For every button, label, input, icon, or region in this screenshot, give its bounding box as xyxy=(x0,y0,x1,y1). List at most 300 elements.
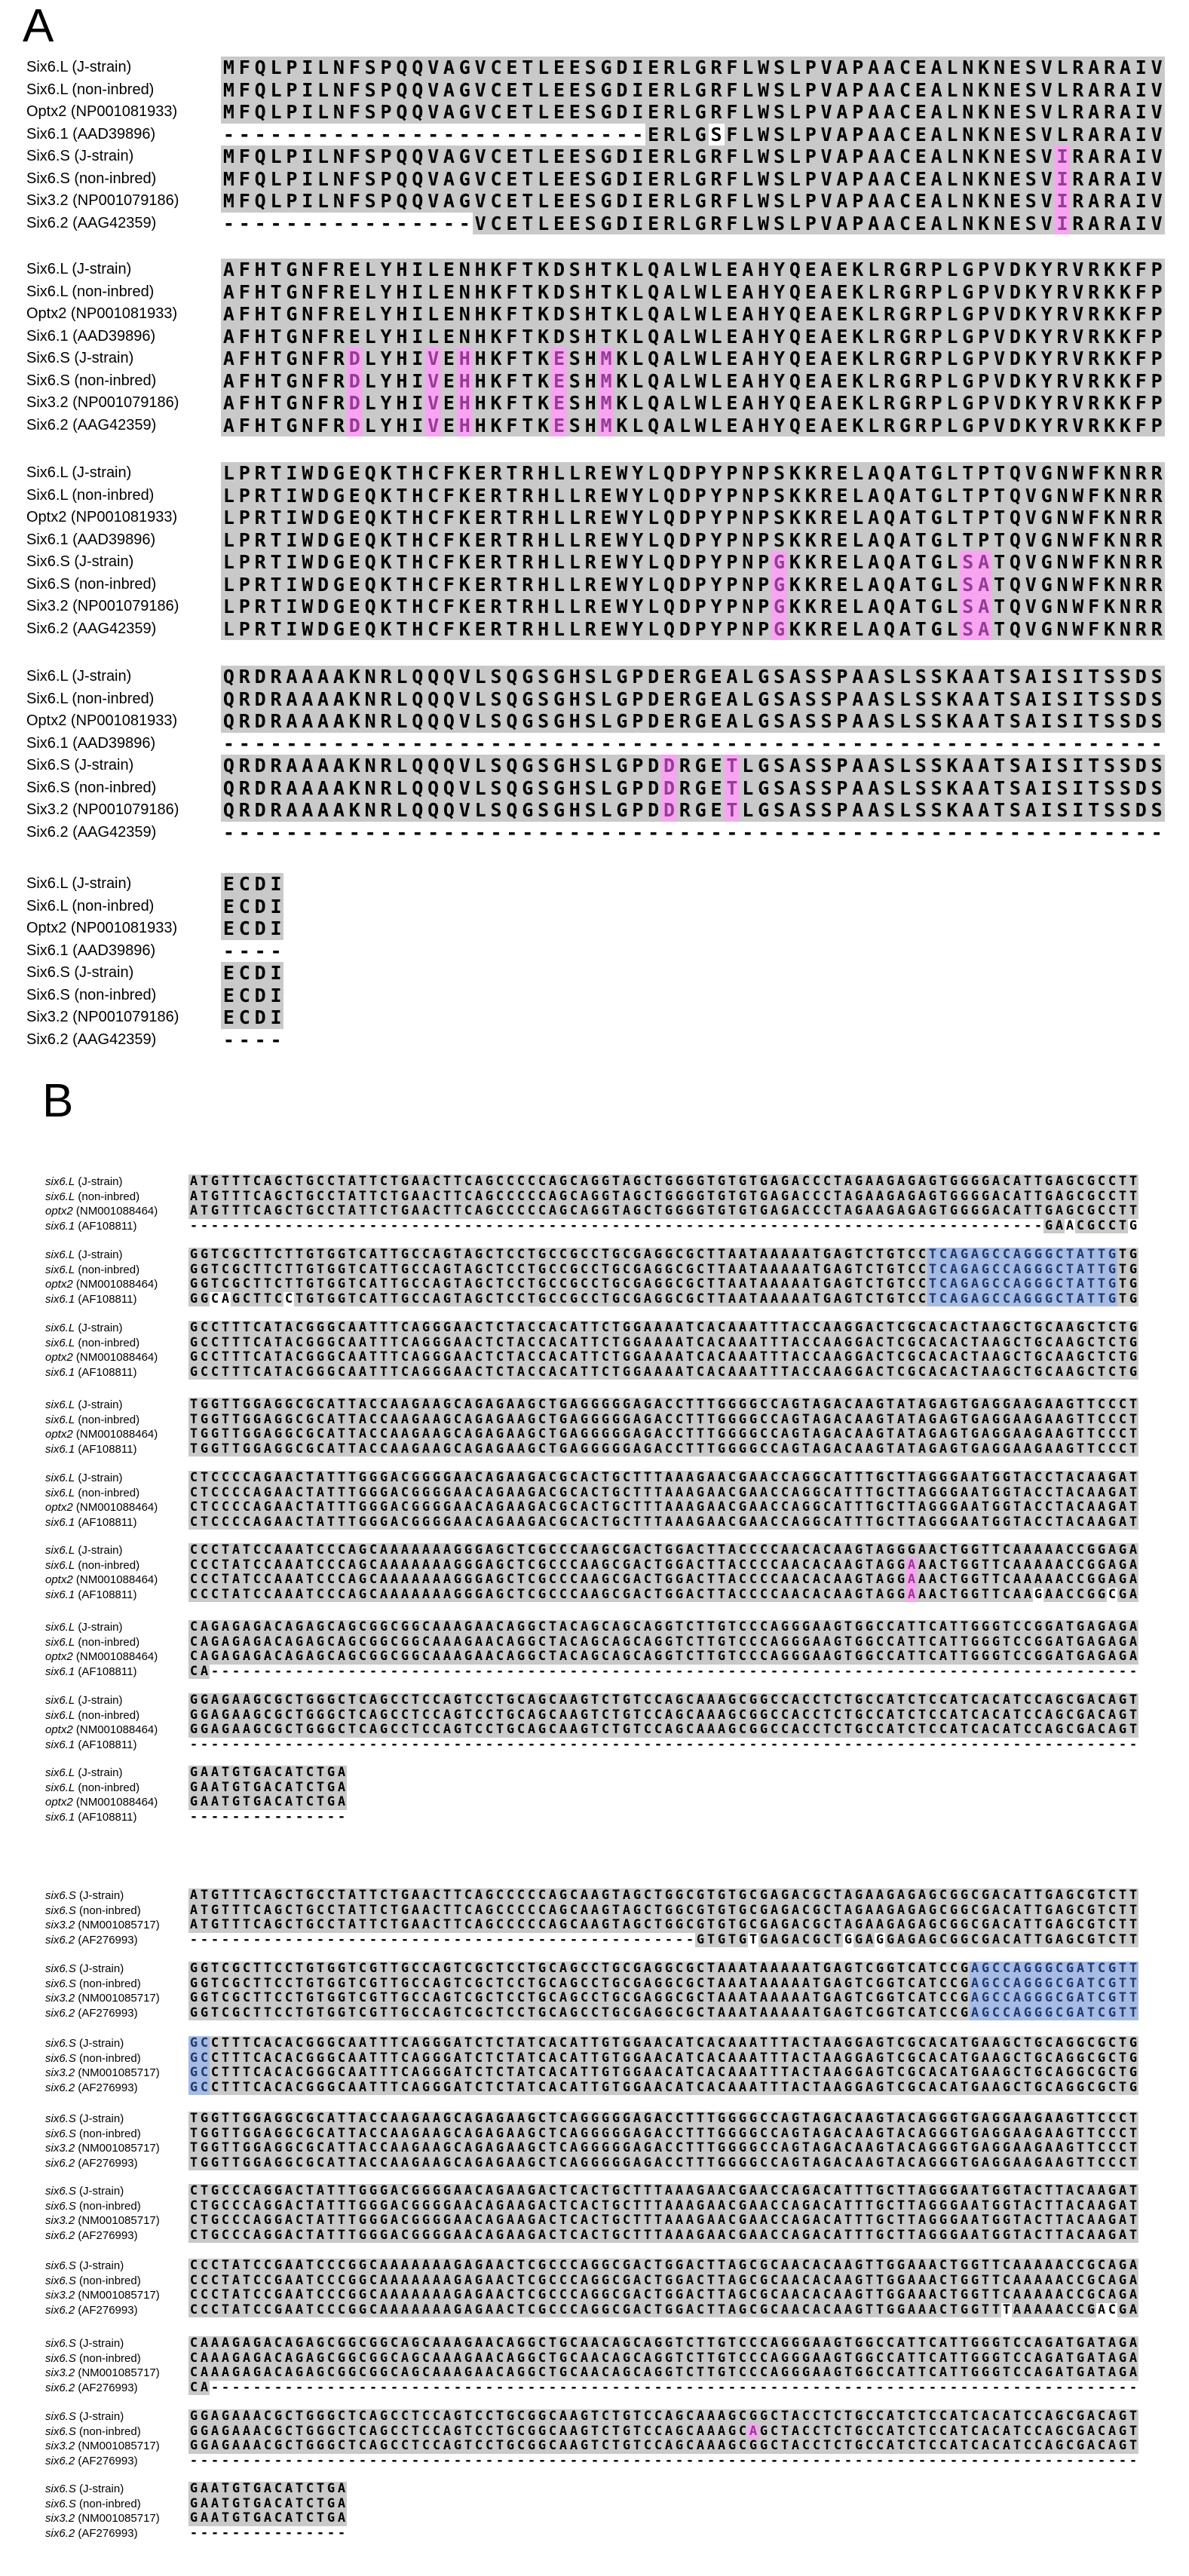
residue: C xyxy=(780,1500,789,1515)
residue: - xyxy=(363,822,378,844)
residue: C xyxy=(1002,1204,1011,1219)
residue: Q xyxy=(1007,618,1023,641)
residue: G xyxy=(622,1441,631,1456)
residue: A xyxy=(675,1350,684,1365)
residue: A xyxy=(485,1558,494,1573)
residue: C xyxy=(538,1204,547,1219)
residue: G xyxy=(897,415,913,437)
residue: G xyxy=(854,1558,863,1573)
residue: A xyxy=(976,596,991,618)
residue: A xyxy=(348,1335,357,1350)
residue: T xyxy=(918,1620,927,1634)
residue: L xyxy=(850,529,866,552)
residue: C xyxy=(622,1262,631,1277)
residue: R xyxy=(709,101,725,124)
residue: C xyxy=(548,1558,557,1573)
residue: S xyxy=(489,710,504,733)
residue: G xyxy=(633,1189,642,1204)
residue: N xyxy=(740,507,755,529)
residue: R xyxy=(1086,281,1102,304)
residue: A xyxy=(315,755,331,777)
residue: C xyxy=(1076,1500,1085,1515)
residue: G xyxy=(316,1350,325,1365)
sequence-label: Six6.S (non-inbred) xyxy=(26,986,157,1003)
residue: R xyxy=(1070,168,1086,191)
residue: G xyxy=(854,1634,863,1649)
residue: - xyxy=(263,1664,272,1679)
residue: G xyxy=(443,1471,452,1485)
residue: H xyxy=(567,755,583,777)
residue: C xyxy=(527,1587,536,1602)
residue: G xyxy=(1044,1204,1053,1219)
residue: C xyxy=(1013,1634,1022,1649)
residue: C xyxy=(1002,1573,1011,1588)
residue: L xyxy=(315,57,331,79)
residue: I xyxy=(283,462,299,485)
residue: - xyxy=(896,1218,906,1233)
residue: T xyxy=(728,1634,737,1649)
residue: - xyxy=(457,213,473,235)
residue: Y xyxy=(630,462,645,485)
residue: W xyxy=(299,574,315,596)
residue: A xyxy=(443,1634,452,1649)
residue: G xyxy=(1065,1427,1074,1442)
sequence xyxy=(188,1515,1138,1530)
residue: A xyxy=(791,1708,800,1723)
residue: I xyxy=(630,145,645,168)
residue: T xyxy=(706,1262,716,1277)
residue: C xyxy=(369,1441,378,1456)
residue: - xyxy=(551,822,567,844)
residue: - xyxy=(283,124,299,146)
residue: A xyxy=(976,666,991,688)
residue: G xyxy=(685,1175,694,1189)
residue: M xyxy=(599,415,614,437)
residue: K xyxy=(378,462,394,485)
residue: A xyxy=(1002,1693,1011,1708)
residue: Q xyxy=(221,755,237,777)
sequence-label: optx2 (NM001088464) xyxy=(45,1278,158,1291)
residue: A xyxy=(548,1321,557,1335)
residue: A xyxy=(1129,1558,1138,1573)
sequence-label: six6.1 (AF108811) xyxy=(45,1588,137,1601)
residue: P xyxy=(850,124,866,146)
residue: - xyxy=(630,733,645,755)
residue: A xyxy=(897,485,913,507)
residue: G xyxy=(664,1573,673,1588)
residue: S xyxy=(771,777,787,800)
residue: G xyxy=(939,1471,948,1485)
residue: G xyxy=(242,1398,251,1412)
residue: N xyxy=(740,551,755,574)
residue: - xyxy=(886,1218,895,1233)
residue: G xyxy=(453,1543,462,1558)
residue: G xyxy=(728,1693,737,1708)
residue: A xyxy=(1013,1175,1022,1189)
residue: P xyxy=(755,507,771,529)
residue: W xyxy=(755,124,771,146)
residue: T xyxy=(295,1723,304,1738)
residue: C xyxy=(485,1708,494,1723)
residue: A xyxy=(464,1485,473,1500)
residue: T xyxy=(590,1708,599,1723)
residue: N xyxy=(1055,462,1071,485)
residue: L xyxy=(709,303,725,326)
residue: T xyxy=(1013,1500,1022,1515)
residue: T xyxy=(896,1485,906,1500)
residue: C xyxy=(326,1543,336,1558)
residue: T xyxy=(379,1291,388,1306)
residue: G xyxy=(1108,1515,1117,1530)
residue: T xyxy=(200,1175,209,1189)
residue: C xyxy=(400,1321,409,1335)
residue: K xyxy=(1102,326,1117,348)
residue: T xyxy=(221,1587,230,1602)
alignment-row xyxy=(0,1175,1189,1190)
residue: A xyxy=(812,1427,821,1442)
residue: T xyxy=(231,1321,241,1335)
residue: G xyxy=(1097,1558,1106,1573)
residue: C xyxy=(801,1335,811,1350)
residue: G xyxy=(316,1620,325,1634)
residue: A xyxy=(1013,1189,1022,1204)
residue: T xyxy=(960,1620,969,1634)
residue: A xyxy=(1013,1427,1022,1442)
residue: S xyxy=(583,688,599,711)
gene-name: six6.1 xyxy=(45,1442,75,1456)
residue: L xyxy=(677,57,693,79)
residue: A xyxy=(949,1723,958,1738)
residue: L xyxy=(787,124,803,146)
residue: T xyxy=(200,1189,209,1204)
residue: - xyxy=(749,1664,758,1679)
residue: R xyxy=(1133,529,1149,552)
residue: A xyxy=(976,799,991,822)
residue: T xyxy=(1076,1412,1085,1427)
residue: T xyxy=(316,1248,325,1262)
residue: Q xyxy=(441,799,457,822)
residue: T xyxy=(390,1189,399,1204)
residue: G xyxy=(675,1175,684,1189)
residue: G xyxy=(675,1543,684,1558)
residue: A xyxy=(315,710,331,733)
residue: T xyxy=(1129,1471,1138,1485)
residue: K xyxy=(1102,348,1117,370)
residue: T xyxy=(348,1500,357,1515)
residue: G xyxy=(316,1649,325,1665)
residue: N xyxy=(331,79,347,102)
residue: G xyxy=(622,1543,631,1558)
residue: K xyxy=(945,755,961,777)
residue: A xyxy=(907,1587,916,1602)
residue: C xyxy=(1076,1485,1085,1500)
residue: C xyxy=(400,1485,409,1500)
residue: C xyxy=(833,1693,842,1708)
residue: T xyxy=(1097,1291,1106,1306)
residue: S xyxy=(1023,168,1039,191)
residue: S xyxy=(1102,666,1117,688)
residue: A xyxy=(331,799,347,822)
residue: C xyxy=(601,1693,610,1708)
residue: C xyxy=(485,1693,494,1708)
residue: E xyxy=(709,666,725,688)
residue: A xyxy=(738,1262,747,1277)
residue: P xyxy=(803,168,819,191)
sequence-label: six6.L (non-inbred) xyxy=(45,1558,140,1572)
residue: E xyxy=(725,326,740,348)
residue: S xyxy=(1102,755,1117,777)
residue: T xyxy=(654,1587,663,1602)
residue: N xyxy=(740,462,755,485)
residue: A xyxy=(1086,79,1102,102)
residue: C xyxy=(379,1441,388,1456)
residue: C xyxy=(611,1543,621,1558)
sequence xyxy=(188,1573,1138,1588)
residue: A xyxy=(390,1500,399,1515)
residue: I xyxy=(1039,710,1055,733)
residue: T xyxy=(1076,1398,1085,1412)
residue: F xyxy=(504,326,519,348)
residue: T xyxy=(611,1708,621,1723)
residue: A xyxy=(812,1543,821,1558)
residue: T xyxy=(268,303,284,326)
residue: G xyxy=(506,1693,515,1708)
residue: G xyxy=(601,1543,610,1558)
residue: G xyxy=(516,1620,526,1634)
residue: S xyxy=(771,168,787,191)
residue: C xyxy=(189,1664,198,1679)
residue: L xyxy=(897,799,913,822)
residue: A xyxy=(1117,57,1133,79)
residue: T xyxy=(970,1350,979,1365)
residue: E xyxy=(599,462,614,485)
residue: A xyxy=(390,1543,399,1558)
residue: T xyxy=(231,1427,241,1442)
residue: C xyxy=(1023,1708,1032,1723)
residue: A xyxy=(791,1515,800,1530)
residue: T xyxy=(464,1708,473,1723)
residue: S xyxy=(1007,755,1023,777)
residue: T xyxy=(844,1620,853,1634)
residue: C xyxy=(506,1277,515,1292)
residue: Q xyxy=(425,710,441,733)
residue: A xyxy=(812,1620,821,1634)
residue: V xyxy=(991,281,1007,304)
residue: T xyxy=(907,1634,916,1649)
residue: G xyxy=(844,1262,853,1277)
residue: T xyxy=(305,1587,314,1602)
residue: A xyxy=(929,124,945,146)
residue: G xyxy=(1065,1412,1074,1427)
residue: H xyxy=(535,596,551,618)
residue: A xyxy=(685,1500,694,1515)
residue: S xyxy=(771,799,787,822)
residue: A xyxy=(326,1441,336,1456)
residue: A xyxy=(1097,1485,1106,1500)
sequence xyxy=(188,1543,1138,1558)
sequence-label: Six6.1 (AAD39896) xyxy=(26,327,156,345)
residue: D xyxy=(253,666,268,688)
residue: F xyxy=(315,326,331,348)
residue: D xyxy=(677,462,693,485)
residue: G xyxy=(421,1321,431,1335)
residue: G xyxy=(305,1708,314,1723)
residue: H xyxy=(535,485,551,507)
residue: C xyxy=(495,1175,504,1189)
residue: G xyxy=(844,1335,853,1350)
residue: L xyxy=(897,710,913,733)
residue: G xyxy=(928,1398,937,1412)
residue: K xyxy=(1102,259,1117,281)
residue: G xyxy=(326,1262,336,1277)
residue: F xyxy=(315,303,331,326)
residue: Y xyxy=(1039,326,1055,348)
sequence-label: Optx2 (NP001081933) xyxy=(26,509,178,525)
residue: T xyxy=(918,1693,927,1708)
residue: L xyxy=(630,392,645,415)
residue: A xyxy=(823,1321,832,1335)
residue: Q xyxy=(1007,462,1023,485)
residue: T xyxy=(242,1321,251,1335)
residue: G xyxy=(1044,1189,1053,1204)
residue: - xyxy=(495,1664,504,1679)
residue: P xyxy=(378,79,394,102)
residue: G xyxy=(614,755,630,777)
residue: A xyxy=(981,1321,990,1335)
residue: T xyxy=(379,1350,388,1365)
residue: G xyxy=(210,1441,219,1456)
residue: G xyxy=(717,1427,726,1442)
residue: A xyxy=(833,1427,842,1442)
residue: - xyxy=(728,1218,737,1233)
residue: I xyxy=(299,79,315,102)
residue: T xyxy=(519,392,535,415)
residue: G xyxy=(633,1175,642,1189)
residue: F xyxy=(1086,596,1102,618)
residue: R xyxy=(268,710,284,733)
residue: G xyxy=(728,1427,737,1442)
residue: T xyxy=(274,1350,283,1365)
residue: G xyxy=(358,1558,367,1573)
residue: G xyxy=(1034,1427,1043,1442)
residue: R xyxy=(819,574,835,596)
residue: G xyxy=(464,1634,473,1649)
residue: A xyxy=(928,1543,937,1558)
residue: - xyxy=(358,1664,367,1679)
residue: - xyxy=(759,1218,768,1233)
residue: G xyxy=(771,574,787,596)
residue: G xyxy=(411,1398,420,1412)
residue: G xyxy=(960,281,976,304)
residue: A xyxy=(331,688,347,711)
residue: G xyxy=(519,688,535,711)
residue: C xyxy=(717,1350,726,1365)
residue: K xyxy=(787,596,803,618)
residue: C xyxy=(263,1543,272,1558)
alignment-row xyxy=(0,1413,1189,1428)
residue: T xyxy=(1023,1335,1032,1350)
sequence xyxy=(188,1263,1138,1278)
residue: C xyxy=(337,1558,346,1573)
residue: A xyxy=(976,551,991,574)
residue: V xyxy=(473,213,489,235)
residue: C xyxy=(474,1350,483,1365)
residue: A xyxy=(918,1427,927,1442)
residue: K xyxy=(803,529,819,552)
residue: C xyxy=(559,1248,568,1262)
residue: G xyxy=(1034,1321,1043,1335)
residue: A xyxy=(1065,1485,1074,1500)
residue: K xyxy=(787,574,803,596)
alignment-row xyxy=(0,485,1189,507)
residue: G xyxy=(886,1189,895,1204)
residue: K xyxy=(1023,415,1039,437)
residue: A xyxy=(675,1515,684,1530)
residue: - xyxy=(907,1664,916,1679)
residue: T xyxy=(749,1204,758,1219)
residue: A xyxy=(960,1515,969,1530)
residue: Y xyxy=(709,596,725,618)
residue: C xyxy=(506,1558,515,1573)
residue: Y xyxy=(630,574,645,596)
residue: C xyxy=(548,1262,557,1277)
residue: - xyxy=(803,822,819,844)
gene-name: optx2 xyxy=(45,1501,73,1515)
residue: A xyxy=(548,1350,557,1365)
residue: D xyxy=(315,507,331,529)
residue: G xyxy=(295,1649,304,1665)
residue: T xyxy=(221,1543,230,1558)
residue: A xyxy=(299,710,315,733)
residue: T xyxy=(675,1649,684,1665)
residue: G xyxy=(896,1587,906,1602)
residue: G xyxy=(242,1427,251,1442)
residue: A xyxy=(787,755,803,777)
residue: T xyxy=(1002,1620,1011,1634)
residue: Q xyxy=(221,777,237,800)
residue: G xyxy=(844,1321,853,1335)
residue: G xyxy=(457,190,473,213)
residue: T xyxy=(685,1335,694,1350)
residue: T xyxy=(643,1515,652,1530)
residue: A xyxy=(939,1620,948,1634)
sequence-label: Six6.S (J-strain) xyxy=(26,757,134,773)
residue: A xyxy=(928,1335,937,1350)
residue: L xyxy=(268,101,284,124)
residue: G xyxy=(519,755,535,777)
residue: D xyxy=(347,415,363,437)
residue: G xyxy=(569,1248,578,1262)
residue: A xyxy=(231,1693,241,1708)
residue: N xyxy=(1117,529,1133,552)
residue: G xyxy=(331,574,347,596)
residue: C xyxy=(421,1634,431,1649)
residue: E xyxy=(913,101,929,124)
residue: C xyxy=(369,1427,378,1442)
residue: H xyxy=(535,574,551,596)
residue: C xyxy=(696,1543,705,1558)
residue: A xyxy=(432,1277,441,1292)
residue: G xyxy=(443,1441,452,1456)
residue: G xyxy=(1086,1204,1096,1219)
residue: Y xyxy=(771,326,787,348)
residue: T xyxy=(728,1649,737,1665)
residue: A xyxy=(379,1573,388,1588)
residue: - xyxy=(833,1218,842,1233)
residue: A xyxy=(976,688,991,711)
sequence xyxy=(221,799,1165,822)
residue: I xyxy=(268,1006,284,1029)
